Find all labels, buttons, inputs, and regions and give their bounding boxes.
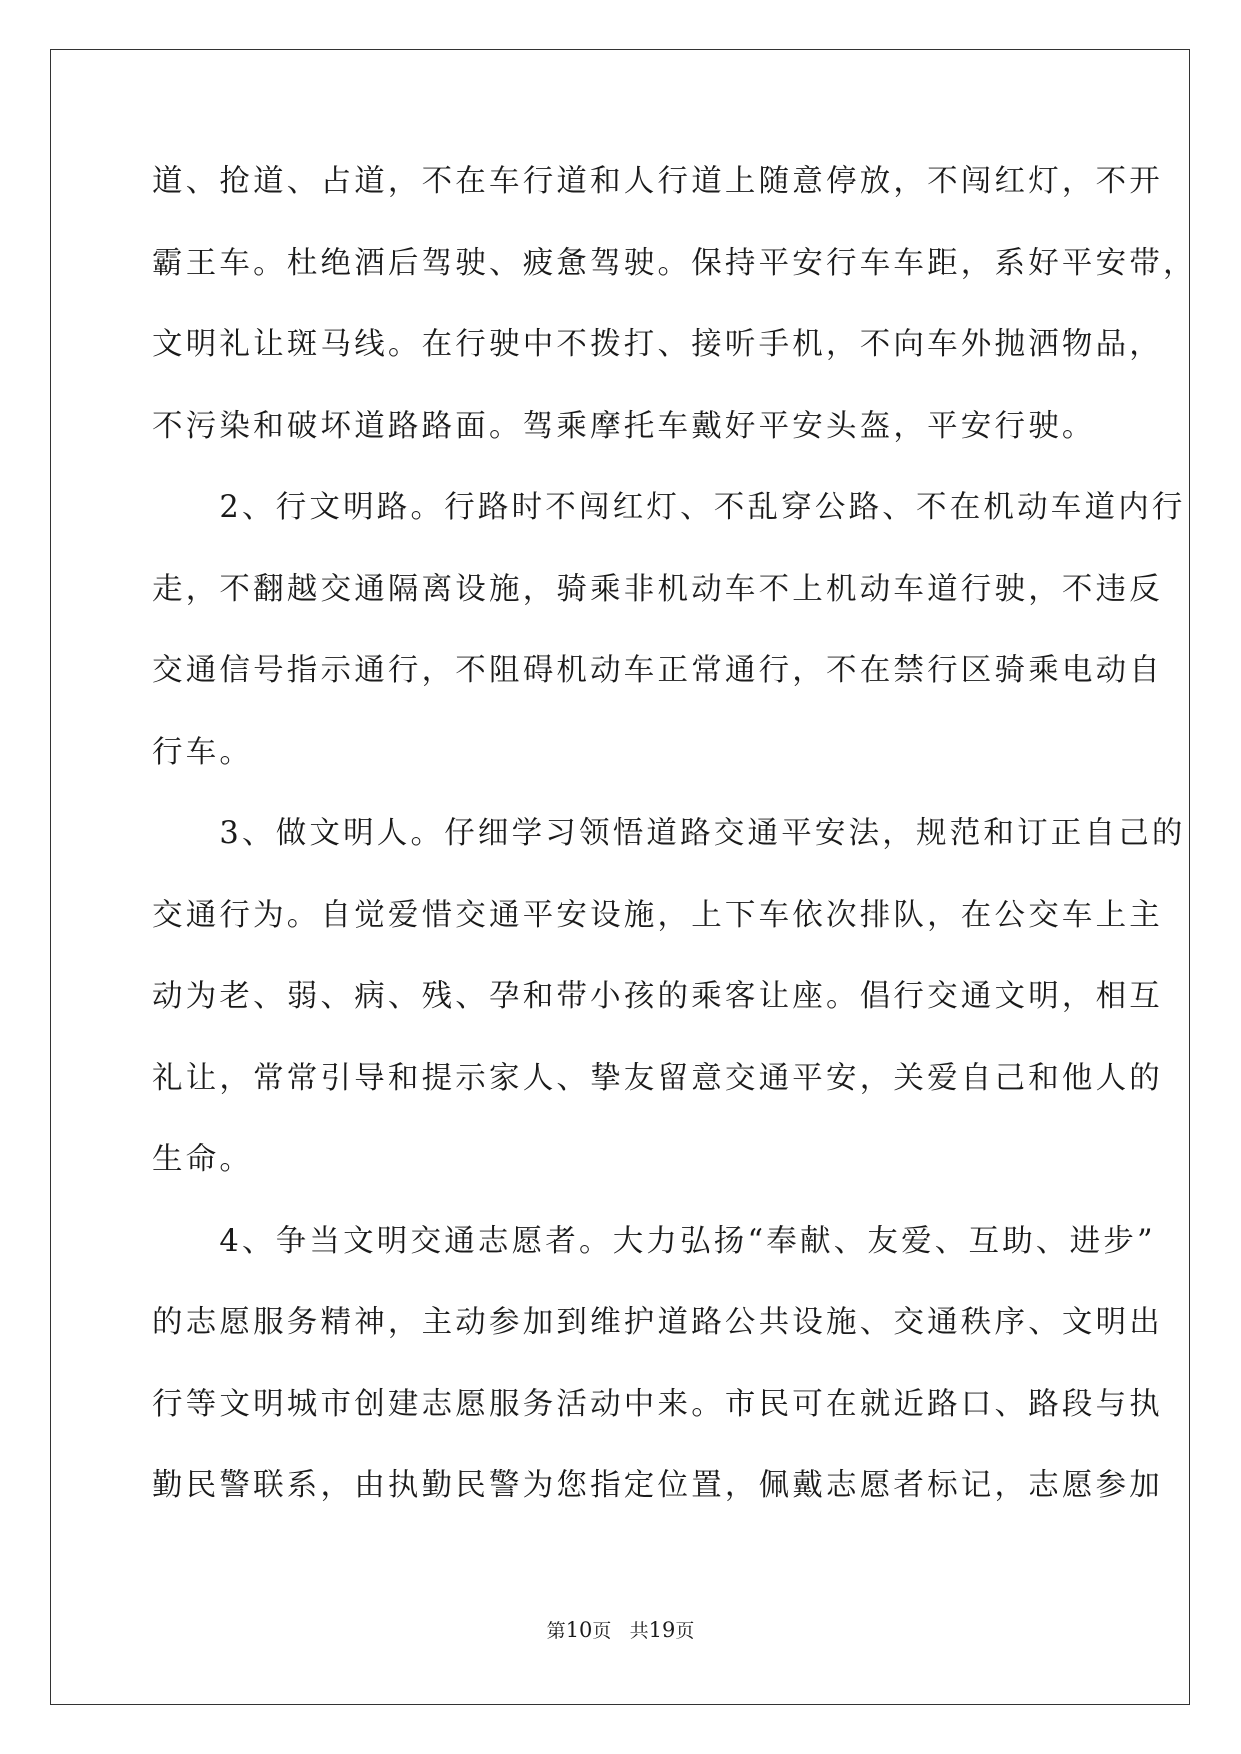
text-line: 文明礼让斑马线。在行驶中不拨打、接听手机，不向车外抛洒物品， [152,327,1163,362]
text-line: 4、争当文明交通志愿者。大力弘扬“奉献、友爱、互助、进步” [152,1223,1156,1259]
footer-page-unit: 页 [592,1620,612,1642]
text-line: 交通行为。自觉爱惜交通平安设施，上下车依次排队，在公交车上主 [152,897,1163,933]
document-body [152,162,1197,1548]
text-line: 礼让，常常引导和提示家人、挚友留意交通平安，关爱自己和他人的 [152,1060,1163,1096]
text-line: 不污染和破坏道路路面。驾乘摩托车戴好平安头盔，平安行驶。 [152,408,1096,444]
current-page-number: 10 [565,1618,593,1642]
footer-total-prefix: 共 [629,1620,649,1642]
text-line: 生命。 [152,1142,254,1177]
footer-total-unit: 页 [675,1620,695,1642]
text-line: 霸王车。杜绝酒后驾驶、疲惫驾驶。保持平安行车车距，系好平安带， [152,245,1197,281]
footer-prefix: 第 [546,1620,566,1642]
text-line: 的志愿服务精神，主动参加到维护道路公共设施、交通秩序、文明出 [152,1305,1163,1340]
text-line: 3、做文明人。仔细学习领悟道路交通平安法，规范和订正自己的 [152,816,1186,851]
text-line: 交通信号指示通行，不阻碍机动车正常通行，不在禁行区骑乘电动自 [152,653,1163,688]
text-line: 动为老、弱、病、残、孕和带小孩的乘客让座。倡行交通文明，相互 [152,979,1163,1014]
page-footer [0,1617,1241,1644]
text-line: 走，不翻越交通隔离设施，骑乘非机动车不上机动车道行驶，不违反 [152,571,1163,607]
text-line: 行等文明城市创建志愿服务活动中来。市民可在就近路口、路段与执 [152,1386,1163,1422]
text-line: 2、行文明路。行路时不闯红灯、不乱穿公路、不在机动车道内行 [152,490,1186,525]
text-line: 道、抢道、占道，不在车行道和人行道上随意停放，不闯红灯，不开 [152,164,1163,199]
text-line: 勤民警联系，由执勤民警为您指定位置，佩戴志愿者标记，志愿参加 [152,1468,1163,1503]
total-page-number: 19 [648,1618,676,1642]
text-line: 行车。 [152,734,254,770]
